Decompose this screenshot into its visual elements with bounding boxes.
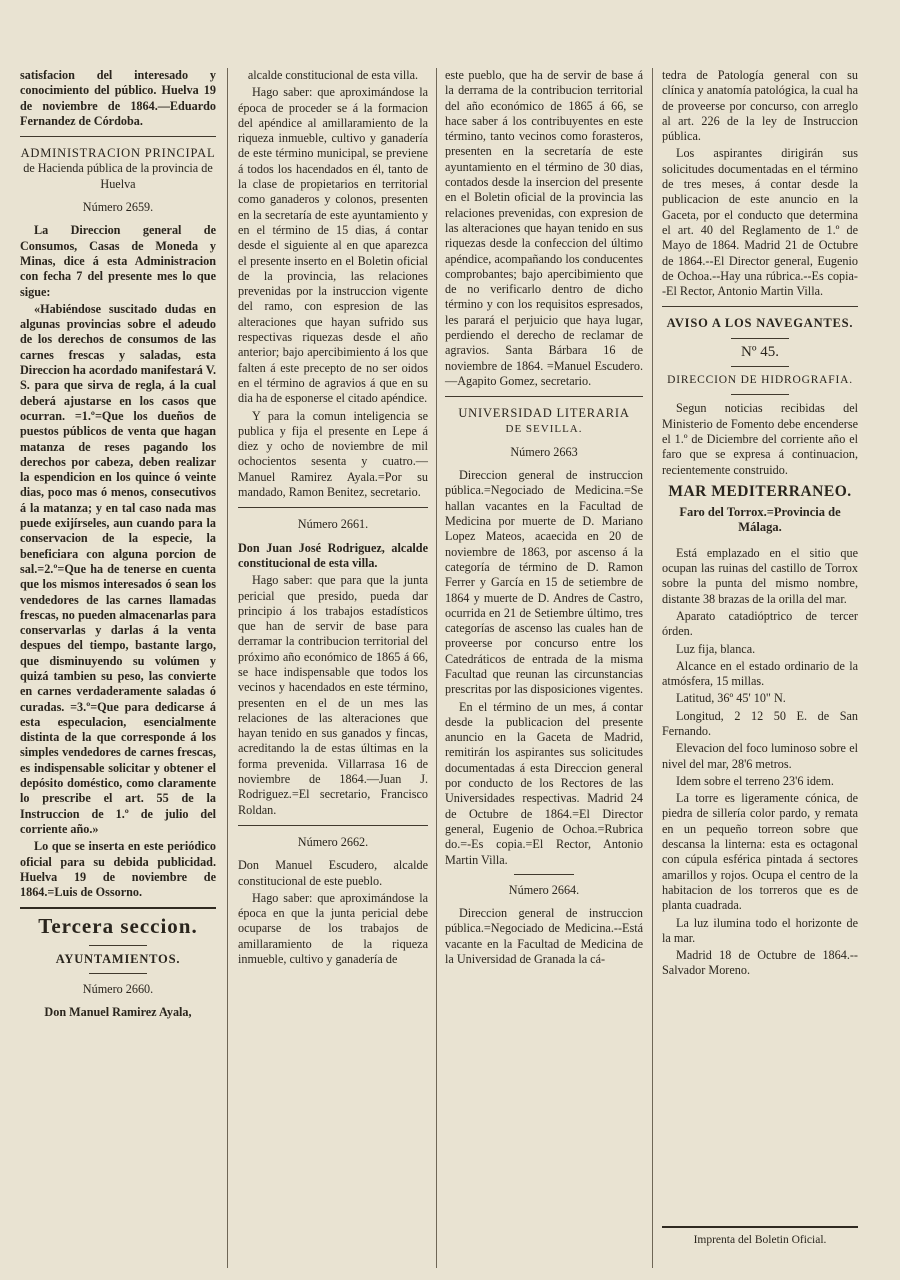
paragraph: Luz fija, blanca. — [676, 641, 756, 656]
paragraph: alcalde constitucional de esta villa. — [247, 68, 419, 82]
section-heading: AVISO A LOS NAVEGANTES. — [666, 316, 854, 331]
paragraph: satisfacion del interesado y conocimiento del público. Huelva 19 de noviembre de 1864.—Eduardo Fernandez de Córdoba. — [20, 68, 216, 128]
paragraph: Madrid 18 de Octubre de 1864.--Salvador Moreno. — [662, 948, 858, 978]
section-heading: AYUNTAMIENTOS. — [55, 951, 181, 966]
notice-number: Número 2661. — [297, 517, 369, 532]
divider — [731, 366, 790, 367]
paragraph: Lo que se inserta en este periódico oficial para su debida publicidad. Huelva 19 de noviembre de 1864.=Luis de Ossorno. — [20, 839, 216, 900]
paragraph: tedra de Patología general con su clínica y anatomía patológica, la cual ha de proveerse por concurso, con arreglo al art. 226 de la ley de Instruccion pública. — [662, 68, 858, 144]
paragraph: «Habiéndose suscitado dudas en algunas provincias sobre el adeudo de los derechos de consumos de las carnes frescas y saladas, esta Direccion ha acordado manifestará V. S. para que sirva de regla, á la cual deberá ajustarse en los casos que ocurran. =1.º=Que los dueños de puestos públicos de venta que hagan matanza de reses pagando los derechos por cabeza, deben realizar la espendicion en los quince ó veinte dias, poco mas ó menos, consecutivos á la matanza; y en tal caso nada mas puede exijírseles, aun cuando para la conservacion de la especie, la beneficiara con alguna porcion de sal.=2.º=Que ha de tenerse en cuenta que los mismos interesados ó sean los vendedores de las carnes llamadas frescas, no pueden almacenarlas para conservarlas y darlas á la venta despues del tiempo, bastante largo, que disminuyendo su volúmen y quizá tambien su peso, las convierte en carnes verdaderamente saladas ó curadas. =3.º=Que para dedicarse á esta especulacion, esencialmente distinta de la que corresponde á los simples vendedores de carnes frescas, es indispensable solicitar y obtener el depósito doméstico, como claramente lo prescribe el art. 55 de la Instruccion de 1.º de julio del corriente año.» — [20, 301, 217, 836]
divider — [731, 394, 790, 395]
notice-number: Nº 45. — [741, 343, 779, 360]
column-divider — [227, 68, 228, 1268]
divider — [20, 907, 216, 909]
paragraph: En el término de un mes, á contar desde la publicacion del presente anuncio en la Gaceta de Madrid, remitirán los aspirantes sus solicitudes documentadas á esta Direccion general por conducto de los Rectores de las Universidades respectivas. Madrid 24 de Octubre de 1864.=El Director general, Eugenio de Ochoa.=Rubrica do.=-Es copia.=El Rector, Antonio Martin Villa. — [445, 699, 643, 867]
paragraph: Direccion general de instruccion pública.=Negociado de Medicina.=Se hallan vacantes en la Facultad de Medicina por muerte de D. Mariano Lopez Mateos, acaecida en 20 de noviembre de 1863, por ascenso á la categoría de término de D. Ramon Ferrer y García en 15 de setiembre de 1864 y muerte de D. Andres de Castro, ocurrida en 21 de Setiembre último, tres categorías de ascenso las cuales han de proveerse por concurso entre los Catedráticos de entrada de la misma Facultad que reunan las circunstancias prescritas por las disposiciones vigentes. — [445, 468, 644, 697]
paragraph: Don Juan José Rodriguez, alcalde constitucional de esta villa. — [238, 540, 428, 570]
divider — [662, 1226, 858, 1228]
section-heading: UNIVERSIDAD LITERARIA — [458, 406, 630, 421]
paragraph: La Direccion general de Consumos, Casas de Moneda y Minas, dice á esta Administracion con fecha 7 del presente mes lo que sigue: — [20, 223, 216, 299]
divider — [20, 136, 216, 137]
notice-number: Número 2664. — [508, 882, 580, 897]
divider — [731, 338, 790, 339]
paragraph: Don Manuel Ramirez Ayala, — [44, 1005, 192, 1020]
section-subheading: DIRECCION DE HIDROGRAFIA. — [667, 374, 853, 387]
divider — [89, 973, 148, 974]
divider — [445, 396, 643, 397]
paragraph: La torre es ligeramente cónica, de piedra de sillería color pardo, y remata en un pequeño torreon sobre que descansa la linterna: esta es octagonal con cúpula esférica pintada á sectores amarillos y rojos. Ocupa el centro de la habitacion de los torreros que es de planta cuadrada. — [662, 791, 858, 913]
paragraph: Y para la comun inteligencia se publica y fija el presente en Lepe á diez y ocho de noviembre de mil ochocientos sesenta y cuatro.—Manuel Ramirez Ayala.=Por su mandado, Ramon Benitez, secretario. — [238, 408, 428, 500]
notice-number: Número 2663 — [510, 444, 578, 459]
footer-label: Imprenta del Boletin Oficial. — [693, 1234, 827, 1246]
section-subheading: Faro del Torrox.=Provincia de Málaga. — [679, 505, 841, 535]
divider — [662, 306, 858, 307]
paragraph: Hago saber: que aproximándose la época en que la junta pericial debe ocuparse de los trabajos de amillaramiento de la riqueza inmueble, cultivo y ganadería de — [238, 890, 428, 967]
column-1 — [20, 68, 216, 1023]
notice-number: Número 2659. — [82, 200, 154, 215]
divider — [514, 874, 573, 875]
paragraph: La luz ilumina todo el horizonte de la mar. — [662, 915, 858, 945]
printer-footer — [662, 1226, 858, 1246]
section-subheading: de Hacienda pública de la provincia de Huelva — [23, 161, 213, 191]
divider — [238, 825, 428, 826]
paragraph: Don Manuel Escudero, alcalde constitucional de este pueblo. — [238, 858, 428, 888]
column-4 — [662, 68, 858, 981]
paragraph: Idem sobre el terreno 23'6 idem. — [676, 773, 834, 788]
section-title: Tercera seccion. — [38, 914, 198, 939]
column-divider — [652, 68, 653, 1268]
section-heading: ADMINISTRACION PRINCIPAL — [20, 146, 216, 161]
column-2 — [238, 68, 428, 969]
column-divider — [436, 68, 437, 1268]
paragraph: Longitud, 2 12 50 E. de San Fernando. — [662, 708, 858, 738]
notice-number: Número 2660. — [82, 982, 154, 997]
paragraph: Segun noticias recibidas del Ministerio de Fomento debe encenderse el 1.º de Diciembre del corriente año el faro que se expresa á continuacion, recientemente construido. — [662, 401, 858, 477]
paragraph: Los aspirantes dirigirán sus solicitudes documentadas en el término de tres meses, á contar desde la publicacion de este anuncio en la Gaceta, por el conducto que determina el art. 40 del Reglamento de 1.º de Mayo de 1864. Madrid 21 de Octubre de 1864.--El Director general, Eugenio de Ochoa.--Hay una rúbrica.--Es copia--El Rector, Antonio Martin Villa. — [662, 146, 858, 299]
paragraph: Direccion general de instruccion pública.=Negociado de Medicina.--Está vacante en la Facultad de Medicina de la Universidad de Granada la cá- — [445, 906, 643, 967]
paragraph: Aparato catadióptrico de tercer órden. — [662, 608, 858, 639]
paragraph: Alcance en el estado ordinario de la atmósfera, 15 millas. — [662, 658, 858, 689]
paragraph: este pueblo, que ha de servir de base á la derrama de la contribucion territorial del año económico de 1865 á 66, se hace saber á los contribuyentes en este término, tanto vecinos como forasteros, presenten en la secretaría de este ayuntamiento en el término de 30 dias, contados desde la insercion del presente en el Boletin oficial de la provincia las relaciones prevenidas, con expresion de las alteraciones que hayan tenido en sus riquezas desde la confeccion del último apéndice, acompañando los conducentes comprobantes; bajo apercibimiento que de no verificarlo dentro de dicho término y con los requisitos espresados, les parará el perjuicio que haya lugar, perdiendo el derecho de reclamar de agravios. Santa Bárbara 16 de noviembre de 1864. =Manuel Escudero.—Agapito Gomez, secretario. — [445, 68, 643, 388]
section-subheading: DE SEVILLA. — [505, 422, 583, 435]
column-3 — [445, 68, 643, 969]
section-title: MAR MEDITERRANEO. — [668, 482, 852, 500]
divider — [89, 945, 148, 946]
paragraph: Elevacion del foco luminoso sobre el nivel del mar, 28'6 metros. — [662, 741, 858, 771]
divider — [238, 507, 428, 508]
paragraph: Hago saber: que para que la junta pericial que presido, pueda dar principio á los trabajos estadísticos que han de servir de base para derramar la contribucion territorial del próximo año económico de 1865 á 66, se hace indispensable que todos los vecinos y hacendados en este término, presenten en el de un mes las relaciones de las alteraciones que hayan tenido en sus ganados y fincas, acreditando la de estas últimas en la forma prevenida. Villarrasa 16 de noviembre de 1864.—Juan J. Rodriguez.=El secretario, Francisco Roldan. — [238, 573, 428, 817]
paragraph: Hago saber: que aproximándose la época de proceder se á la formacion del apéndice al amillaramiento de la riqueza inmueble, cultivo y ganadería de este término municipal, se previene á todos los hacendados en él, tanto de la clase de propietarios en territorial como ganaderos y colonos, presenten en la secretaría de este ayuntamiento y en el término de 15 dias, á contar desde el siguiente al en que aparezca el presente inserto en el Boletin oficial de la provincia, las relaciones prevenidas por la instruccion vigente del ramo, con espresion de las alteraciones que hayan sufrido sus respectivas riquezas desde el año anterior; bajo apercibimiento á los que falten á este precepto de no ser oidos en el término de agravios á que en su dia ha de esponerse el citado apéndice. — [238, 85, 428, 406]
notice-number: Número 2662. — [297, 834, 369, 849]
paragraph: Está emplazado en el sitio que ocupan las ruinas del castillo de Torrox sobre la punta del mismo nombre, distante 38 brazas de la orilla del mar. — [662, 545, 858, 606]
paragraph: Latitud, 36º 45' 10" N. — [676, 691, 786, 706]
